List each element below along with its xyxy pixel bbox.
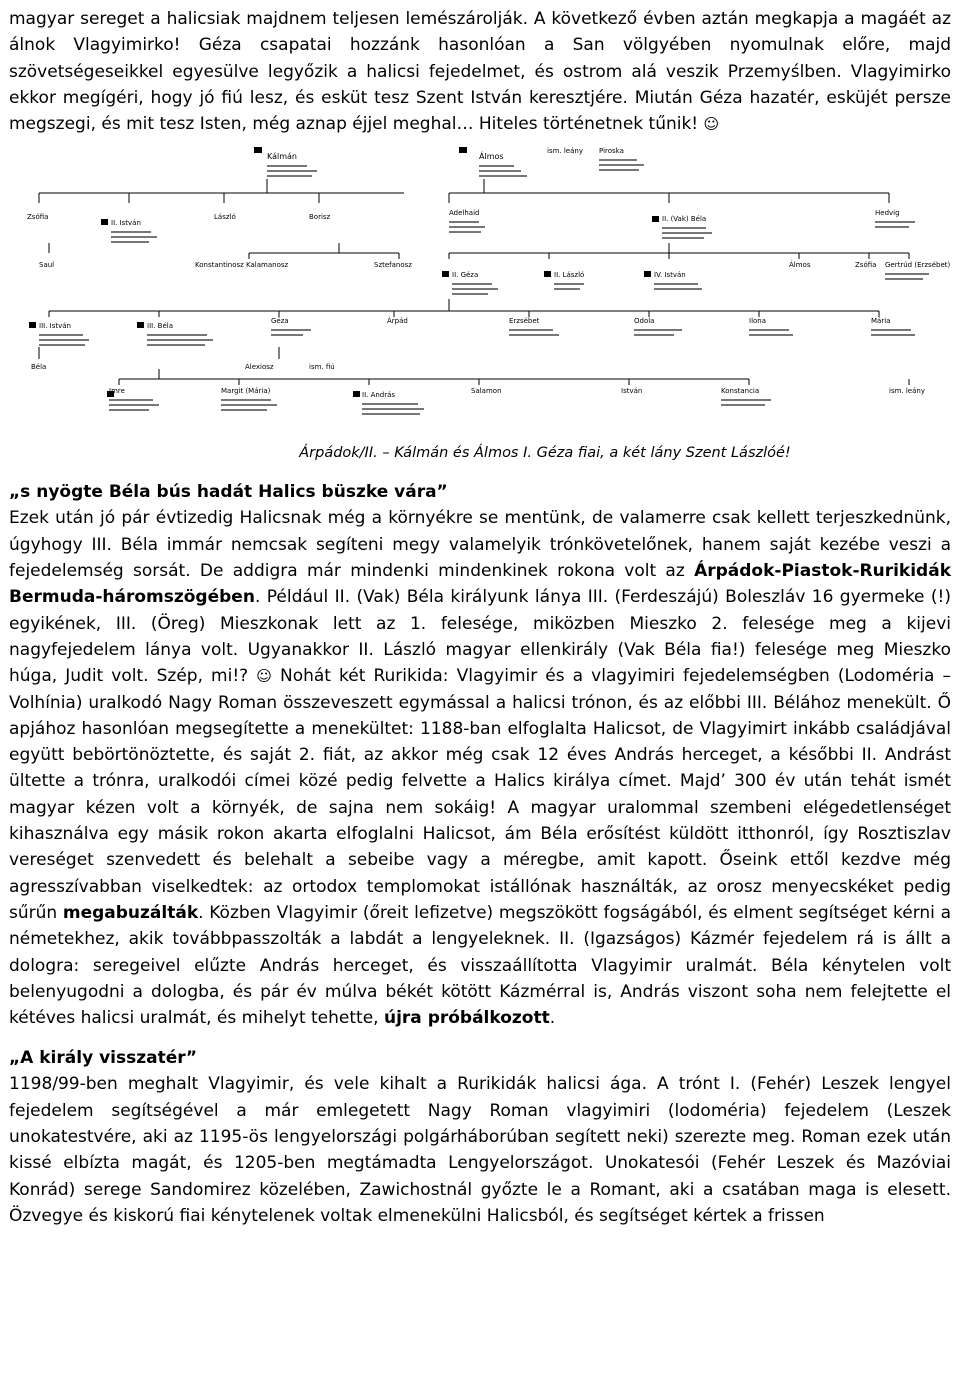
section-paragraph-halics [9,505,951,1031]
section-paragraph-kiraly [9,1071,951,1229]
family-tree-diagram [9,141,955,441]
section1-text-d: . Közben Vlagyimir (őreit lefizetve) megszökött fogságából, és elment segítséget kérni a németekhez, akik továbbpasszolták a labdát a lengyeleknek. II. (Igazságos) Kázmér fejedelem rá is állt a dologra: seregeivel elűzte András herceget, és visszaállította Vlagyimir uralmát. Béla kénytelen volt belenyugodni a dologba, és pár év múlva békét kötött Kázmérral is, András viszont soha nem felejtette el kétéves halicsi uralmát, és mihelyt tehette, [9,902,951,1029]
tree-node-kalman: Kálmán [267,152,297,162]
tree-node-ism-leany: ism. leány [547,147,583,156]
tree-node-hedvig: Hedvig [875,209,900,218]
section1-text-e: . [549,1008,556,1029]
tree-node-konstantinosz: Konstantinosz Kalamanosz [195,261,289,270]
section1-text-a: Ezek után jó pár évtizedig Halicsnak még a környékre se mentünk, de valamerre csak kellett terjeszkednünk, úgyhogy III. Béla immár nemcsak segíteni megy valamelyik trónkövetelőnek, hanem saját kezébe veszi a fejedelemség sorsát. De addigra már mindenki mindenkinek rokona volt az [9,508,951,582]
tree-node-almos-2: Álmos [789,261,811,270]
tree-node-konstancia: Konstancia [721,387,760,396]
tree-node-adelhaid: Adelhaid [449,209,480,218]
section1-text-c: Nohát két Rurikida: Vlagyimir és a vlagyimiri fejedelemségben (Lodoméria – Volhínia) uralkodó Nagy Roman összeveszett egymással a halicsi trónon, és az előbbi III. Bélához menekült. Ő apjához hasonlóan megsegítette a menekültet: 1188-ban elfoglalta Halicsot, de Vlagyimirt inkább családjával együtt bebörtönöztette, és saját 2. fiát, az akkor még csak 12 éves András herceget, a későbbi II. Andrást ültette a trónra, uralkodói címei közé pedig felvette a Halics királya címet. Majd’ 300 év után tehát ismét magyar kézen volt a környék, de sajna nem sokáig! A magyar uralommal szembeni elégedetlenséget kihasználva egy másik rokon akarta elfoglalni Halicsot, ám Béla erősítést küldött itthonról, így Rosztiszlav vereséget szenvedett és belehalt a sebeibe vagy a méregbe, amit kapott. Őseink ettől kezdve még agresszívabban viselkedtek: az ortodox templomokat istállónak használták, az orosz menyecskéket pedig sűrűn [9,666,951,923]
tree-node-erzsebet: Erzsébet [509,317,540,326]
section1-text-b: . Például II. (Vak) Béla királyunk lánya III. (Ferdeszájú) Boleszláv 16 gyermeke (!) egyikének, III. (Öreg) Mieszkonak lett az 1. felesége, miközben Mieszko 2. felesége meg a kijevi nagyfejedelem lánya volt. Ugyanakkor II. László magyar ellenkirály (Vak Béla fia!) felesége meg Mieszko húga, Judit volt. Szép, mi!? [9,587,951,687]
tree-node-istvan: István [621,387,643,396]
tree-node-iii-istvan: III. István [39,322,71,331]
tree-node-bela: Béla [31,363,47,372]
tree-node-imre: Imre [109,387,125,396]
tree-node-zsofia-2: Zsófia [855,261,877,270]
intro-paragraph [9,6,951,137]
tree-node-laszlo: László [214,213,236,222]
tree-node-margit: Margit (Mária) [221,387,271,396]
tree-node-geza: Géza [271,317,289,326]
section-heading-halics: „s nyögte Béla bús hadát Halics büszke vára” [9,482,448,503]
tree-node-maria: Mária [871,317,891,326]
tree-node-piroska: Piroska [599,147,624,156]
tree-node-ilona: Ilona [749,317,767,326]
tree-node-ism-leany-2: ism. leány [889,387,925,396]
section1-bold-2: megabuzálták [62,902,199,923]
tree-node-ism-fiu: ism. fiú [309,363,335,372]
tree-caption: Árpádok/II. – Kálmán és Álmos I. Géza fiai, a két lány Szent Lászlóé! [299,445,791,462]
tree-node-borisz: Borisz [309,213,331,222]
smiley-icon: ☺ [256,667,272,686]
section1-bold-3: újra próbálkozott [383,1008,550,1029]
section-heading-kiraly: „A király visszatér” [9,1048,198,1069]
tree-node-zsofia: Zsófia [27,213,49,222]
section1-bold-1: Árpádok-Piastok-Rurikidák Bermuda-háromszögében [9,561,951,608]
tree-node-gertrud: Gertrúd (Erzsébet) [885,261,951,270]
smiley-icon: ☺ [703,115,720,134]
tree-node-ii-laszlo: II. László [554,271,585,280]
tree-node-iv-istvan: IV. István [654,271,686,280]
tree-node-sztefanosz: Sztefanosz [374,261,412,270]
tree-node-iii-bela: III. Béla [147,322,173,331]
tree-node-odola: Odola [634,317,655,326]
tree-node-arpad: Árpád [387,317,408,326]
family-tree-svg [9,141,955,441]
tree-node-alexiosz: Alexiosz [245,363,274,372]
tree-node-ii-vak-bela: II. (Vak) Béla [662,215,707,224]
tree-node-ii-andras: II. András [362,391,396,400]
tree-node-ii-geza: II. Géza [452,271,479,280]
intro-text: magyar sereget a halicsiak majdnem teljesen lemészárolják. A következő évben aztán megkapja a magáét az álnok Vlagyimirko! Géza csapatai hozzánk hasonlóan a San völgyében nyomulnak előre, majd szövetségeseikkel egyesülve legyőzik a halicsi fejedelmet, és ostrom alá veszik Przemyślben. Vlagyimirko ekkor megígéri, hogy jó fiú lesz, és esküt tesz Szent István keresztjére. Miután Géza hazatér, esküjét persze megszegi, és mit tesz Isten, még aznap éjjel meghal… Hiteles történetnek tűnik! [9,9,951,135]
section2-text: 1198/99-ben meghalt Vlagyimir, és vele kihalt a Rurikidák halicsi ága. A trónt I. (Fehér) Leszek lengyel fejedelem segítségével a már emlegetett Nagy Roman vlagyimiri (lodoméria) fejedelem (Leszek unokatestvére, aki az 1195-ös lengyelországi polgárháborúban segített neki) szerezte meg. Roman ezek után kissé elbízta magát, és 1205-ben megtámadta Lengyelországot. Unokatesói (Fehér Leszek és Mazóviai Konrád) serege Sandomirez közelében, Zawichostnál győzte le a Romant, aki a csatában maga is elesett. Özvegye és kiskorú fiai kénytelenek voltak elmenekülni Halicsból, és segítséget kértek a frissen [9,1074,951,1226]
tree-node-almos: Álmos [479,152,504,162]
tree-node-salamon: Salamon [471,387,502,396]
document-page [9,6,951,1229]
tree-node-saul: Saul [39,261,55,270]
tree-node-ii-istvan: II. István [111,219,141,228]
